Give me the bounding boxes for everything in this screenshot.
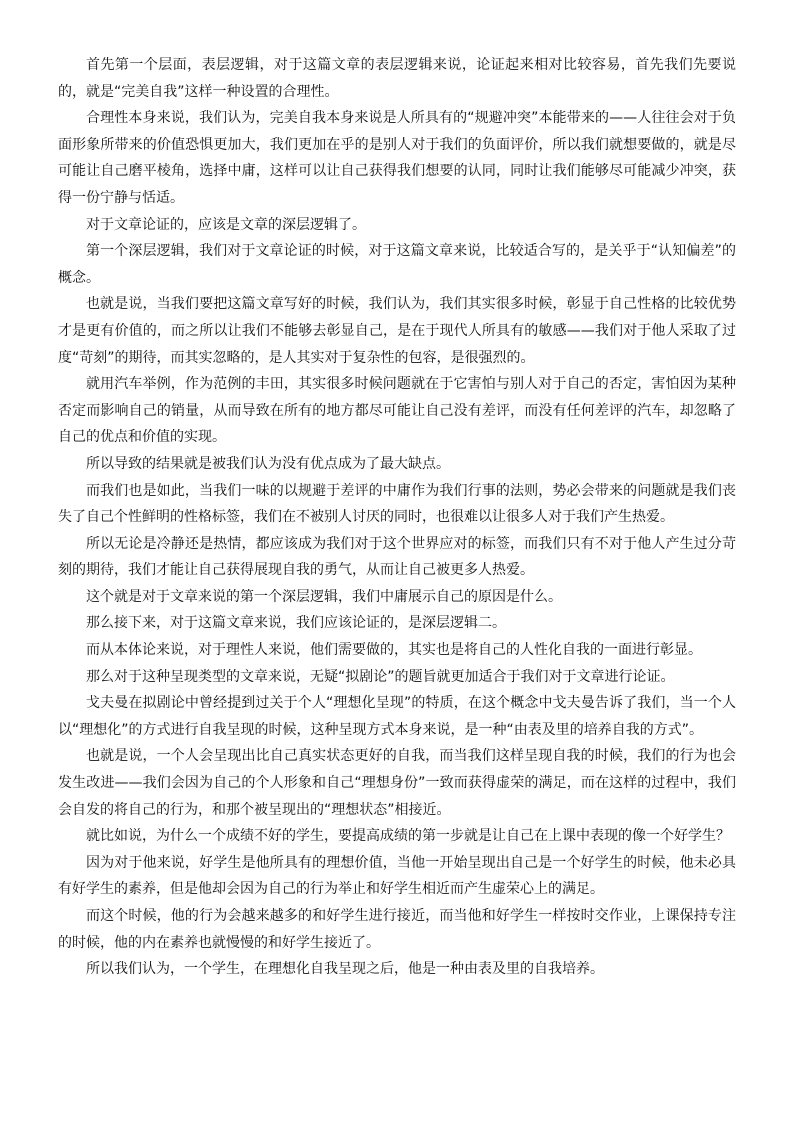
paragraph-1: 首先第一个层面，表层逻辑，对于这篇文章的表层逻辑来说，论证起来相对比较容易，首先我们先要说的，就是“完美自我”这样一种设置的合理性。 [58,57,736,100]
paragraph-8: 而我们也是如此，当我们一味的以规避于差评的中庸作为我们行事的法则，势必会带来的问题就是我们丧失了自己个性鲜明的性格标签，我们在不被别人讨厌的同时，也很难以让很多人对于我们产生热爱。 [58,482,736,526]
paragraph-17: 因为对于他来说，好学生是他所具有的理想价值，当他一开始呈现出自己是一个好学生的时候，他未必具有好学生的素养，但是他却会因为自己的行为举止和好学生相近而产生虚荣心上的满足。 [58,854,736,898]
paragraph-7: 所以导致的结果就是被我们认为没有优点成为了最大缺点。 [86,455,450,472]
paragraph-9: 所以无论是冷静还是热情，都应该成为我们对于这个世界应对的标签，而我们只有不对于他人产生过分苛刻的期待，我们才能让自己获得展现自我的勇气，从而让自己被更多人热爱。 [58,535,736,579]
document-body [58,52,736,983]
paragraph-12: 而从本体论来说，对于理性人来说，他们需要做的，其实也是将自己的人性化自我的一面进行彰显。 [86,642,702,659]
paragraph-14: 戈夫曼在拟剧论中曾经提到过关于个人“理想化呈现”的特质，在这个概念中戈夫曼告诉了我们，当一个人以“理想化”的方式进行自我呈现的时候，这种呈现方式本身来说，是一种“由表及里的培养自我的方式”。 [58,695,736,738]
paragraph-5: 也就是说，当我们要把这篇文章写好的时候，我们认为，我们其实很多时候，彰显于自己性格的比较优势才是更有价值的，而之所以让我们不能够去彰显自己，是在于现代人所具有的敏感——我们对于他人采取了过度“苛刻”的期待，而其实忽略的，是人其实对于复杂性的包容，是很强烈的。 [58,296,736,366]
paragraph-16: 就比如说，为什么一个成绩不好的学生，要提高成绩的第一步就是让自己在上课中表现的像一个好学生？ [86,828,730,845]
paragraph-11: 那么接下来，对于这篇文章来说，我们应该论证的，是深层逻辑二。 [86,615,506,632]
paragraph-3: 对于文章论证的，应该是文章的深层逻辑了。 [86,216,366,233]
paragraph-4: 第一个深层逻辑，我们对于文章论证的时候，对于这篇文章来说，比较适合写的，是关乎于“认知偏差”的概念。 [58,243,736,286]
paragraph-2: 合理性本身来说，我们认为，完美自我本身来说是人所具有的“规避冲突”本能带来的——人往往会对于负面形象所带来的价值恐惧更加大，我们更加在乎的是别人对于我们的负面评价，所以我们就想要做的，就是尽可能让自己磨平棱角，选择中庸，这样可以让自己获得我们想要的认同，同时让我们能够尽可能减少冲突，获得一份宁静与恬适。 [58,110,736,206]
paragraph-19: 所以我们认为，一个学生，在理想化自我呈现之后，他是一种由表及里的自我培养。 [86,961,604,978]
paragraph-15: 也就是说，一个人会呈现出比自己真实状态更好的自我，而当我们这样呈现自我的时候，我们的行为也会发生改进——我们会因为自己的个人形象和自己“理想身份”一致而获得虚荣的满足，而在这样的过程中，我们会自发的将自己的行为，和那个被呈现出的“理想状态”相接近。 [58,748,736,818]
paragraph-6: 就用汽车举例，作为范例的丰田，其实很多时候问题就在于它害怕与别人对于自己的否定，害怕因为某种否定而影响自己的销量，从而导致在所有的地方都尽可能让自己没有差评，而没有任何差评的汽车，却忽略了自己的优点和价值的实现。 [58,376,736,446]
paragraph-13: 那么对于这种呈现类型的文章来说，无疑“拟剧论”的题旨就更加适合于我们对于文章进行论证。 [86,668,675,685]
paragraph-10: 这个就是对于文章来说的第一个深层逻辑，我们中庸展示自己的原因是什么。 [86,588,562,605]
paragraph-18: 而这个时候，他的行为会越来越多的和好学生进行接近，而当他和好学生一样按时交作业，上课保持专注的时候，他的内在素养也就慢慢的和好学生接近了。 [58,908,736,951]
